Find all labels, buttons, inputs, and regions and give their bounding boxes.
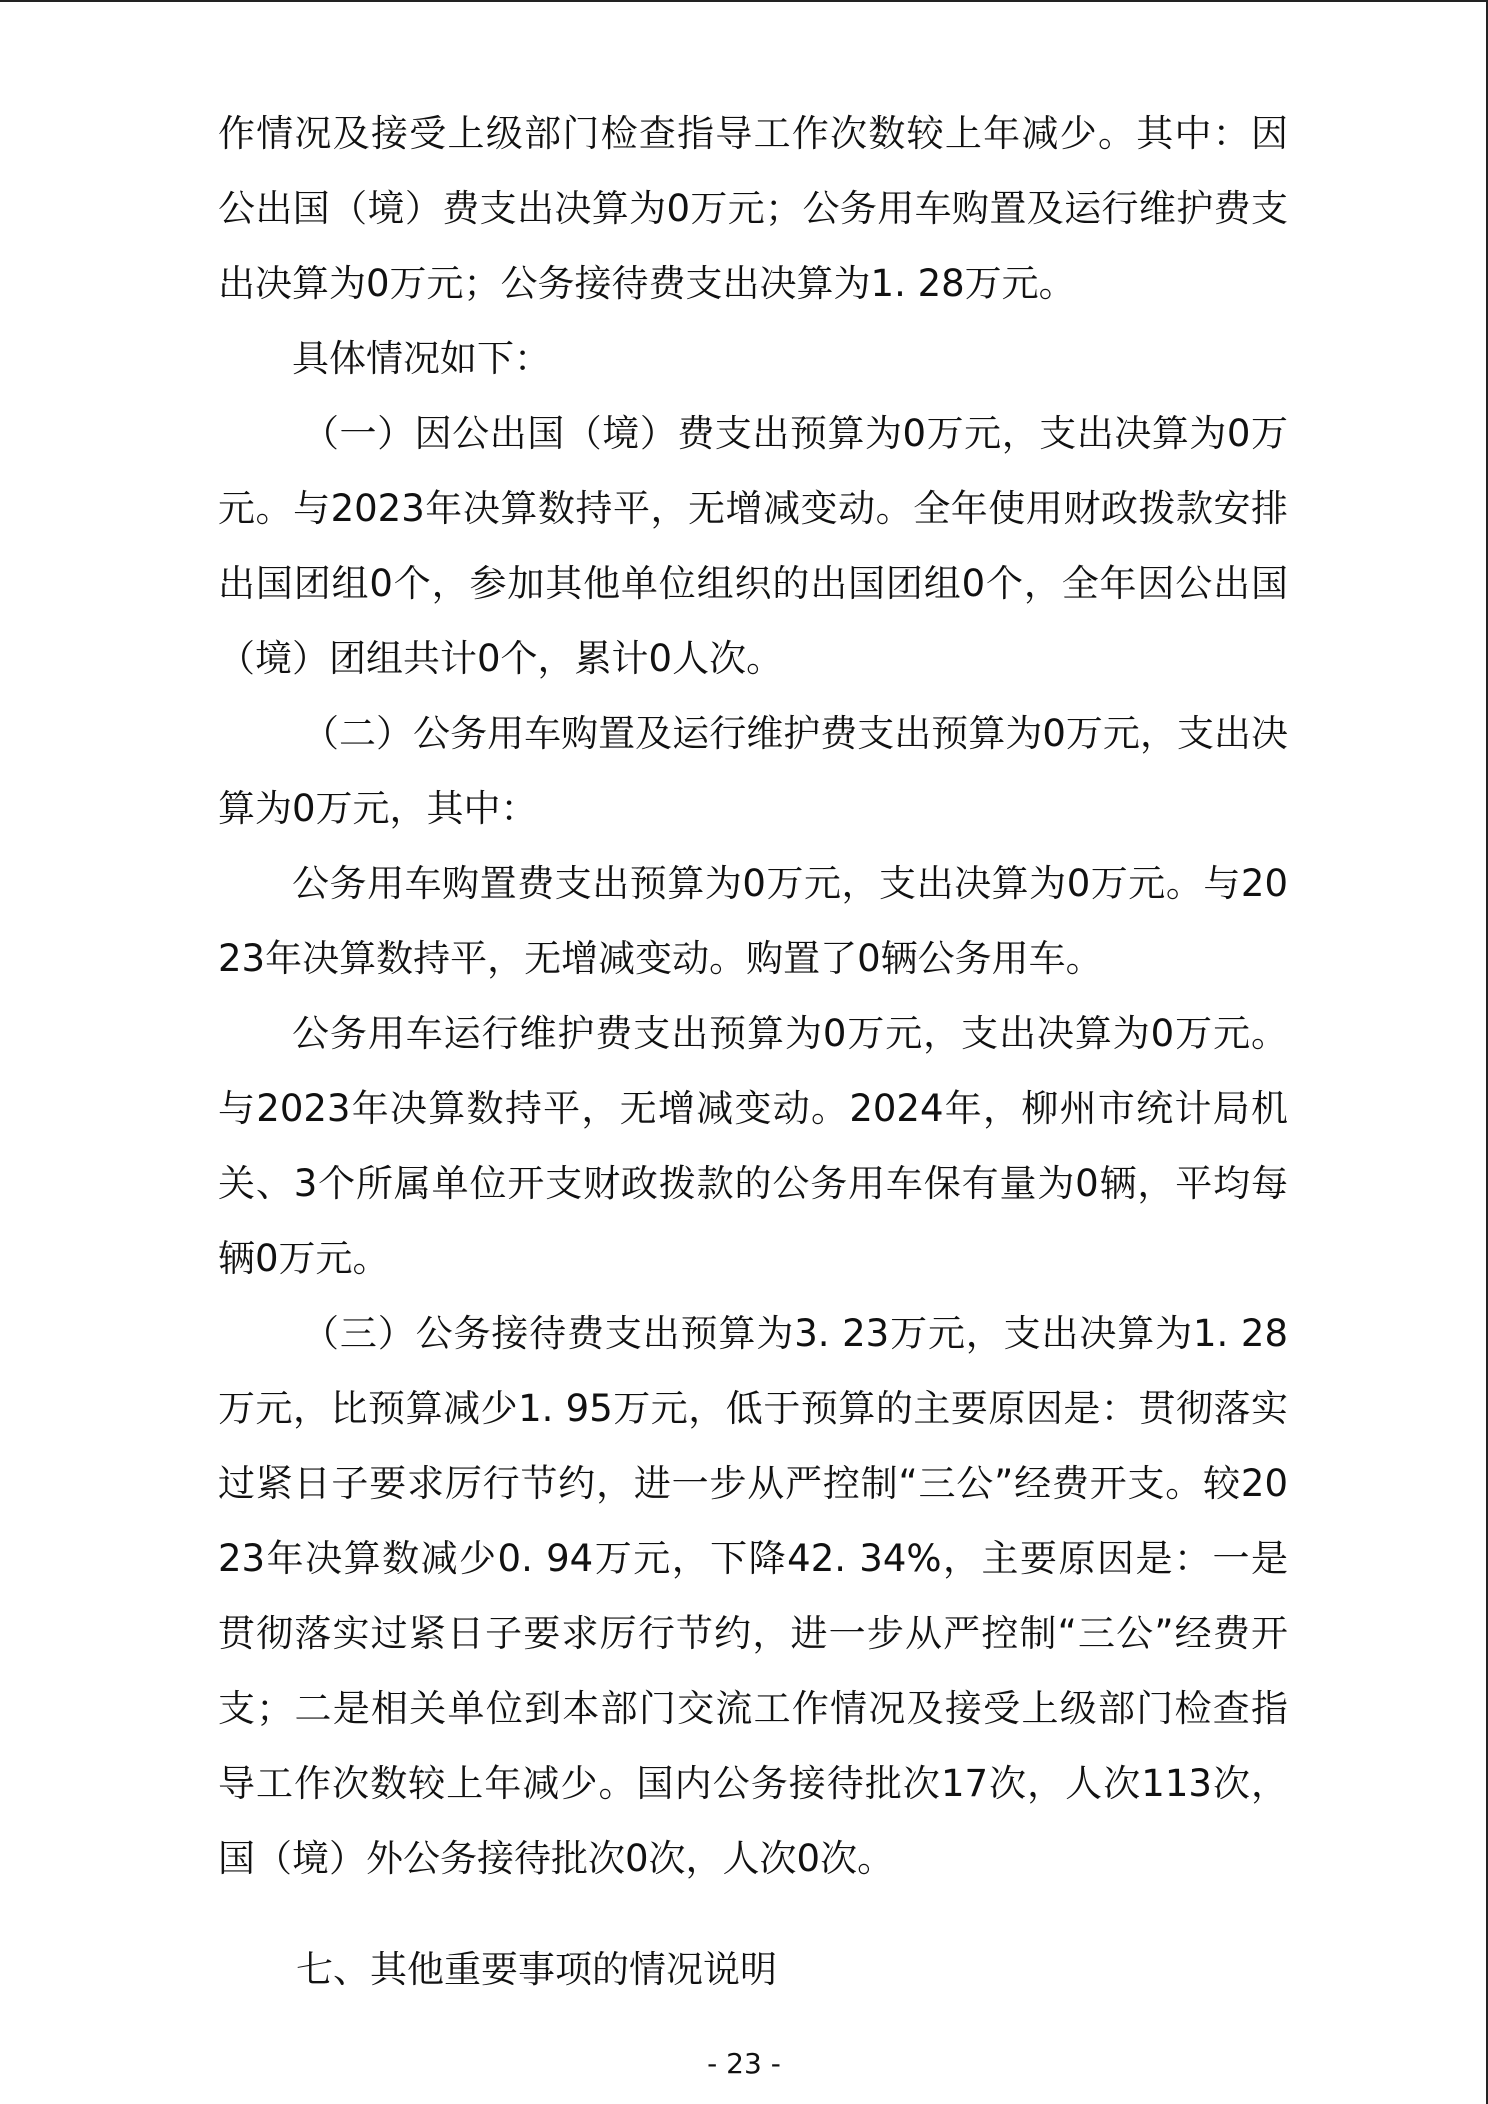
paragraph-official-reception: （三）公务接待费支出预算为3. 23万元，支出决算为1. 28万元，比预算减少1. 95万元，低于预算的主要原因是：贯彻落实过紧日子要求厉行节约，进一步从严控制“三公”经费开支。较2023年决算数减少0. 94万元，下降42. 34%，主要原因是：一是贯彻落实过紧日子要求厉行节约，进一步从严控制“三公”经费开支；二是相关单位到本部门交流工作情况及接受上级部门检查指导工作次数较上年减少。国内公务接待批次17次，人次113次，国（境）外公务接待批次0次，人次0次。: [218, 1312, 1288, 1880]
paragraph-vehicle-purchase: 公务用车购置费支出预算为0万元，支出决算为0万元。与2023年决算数持平，无增减变动。购置了0辆公务用车。: [218, 862, 1288, 980]
paragraph-continuation: 作情况及接受上级部门检查指导工作次数较上年减少。其中：因公出国（境）费支出决算为0万元；公务用车购置及运行维护费支出决算为0万元；公务接待费支出决算为1. 28万元。: [218, 112, 1288, 305]
document-body: [218, 96, 1288, 2007]
page-top-border: [0, 0, 1488, 2]
section-heading: 七、其他重要事项的情况说明: [296, 1948, 777, 1991]
paragraph-details-intro: 具体情况如下：: [292, 337, 551, 380]
paragraph-overseas-travel: （一）因公出国（境）费支出预算为0万元，支出决算为0万元。与2023年决算数持平，无增减变动。全年使用财政拨款安排出国团组0个，参加其他单位组织的出国团组0个，全年因公出国（境）团组共计0个，累计0人次。: [218, 412, 1288, 680]
page-number: - 23 -: [707, 2047, 781, 2080]
paragraph-vehicle-maintenance: 公务用车运行维护费支出预算为0万元，支出决算为0万元。与2023年决算数持平，无增减变动。2024年，柳州市统计局机关、3个所属单位开支财政拨款的公务用车保有量为0辆，平均每辆0万元。: [218, 1012, 1288, 1280]
paragraph-vehicle-expenses: （二）公务用车购置及运行维护费支出预算为0万元，支出决算为0万元，其中：: [218, 712, 1288, 830]
